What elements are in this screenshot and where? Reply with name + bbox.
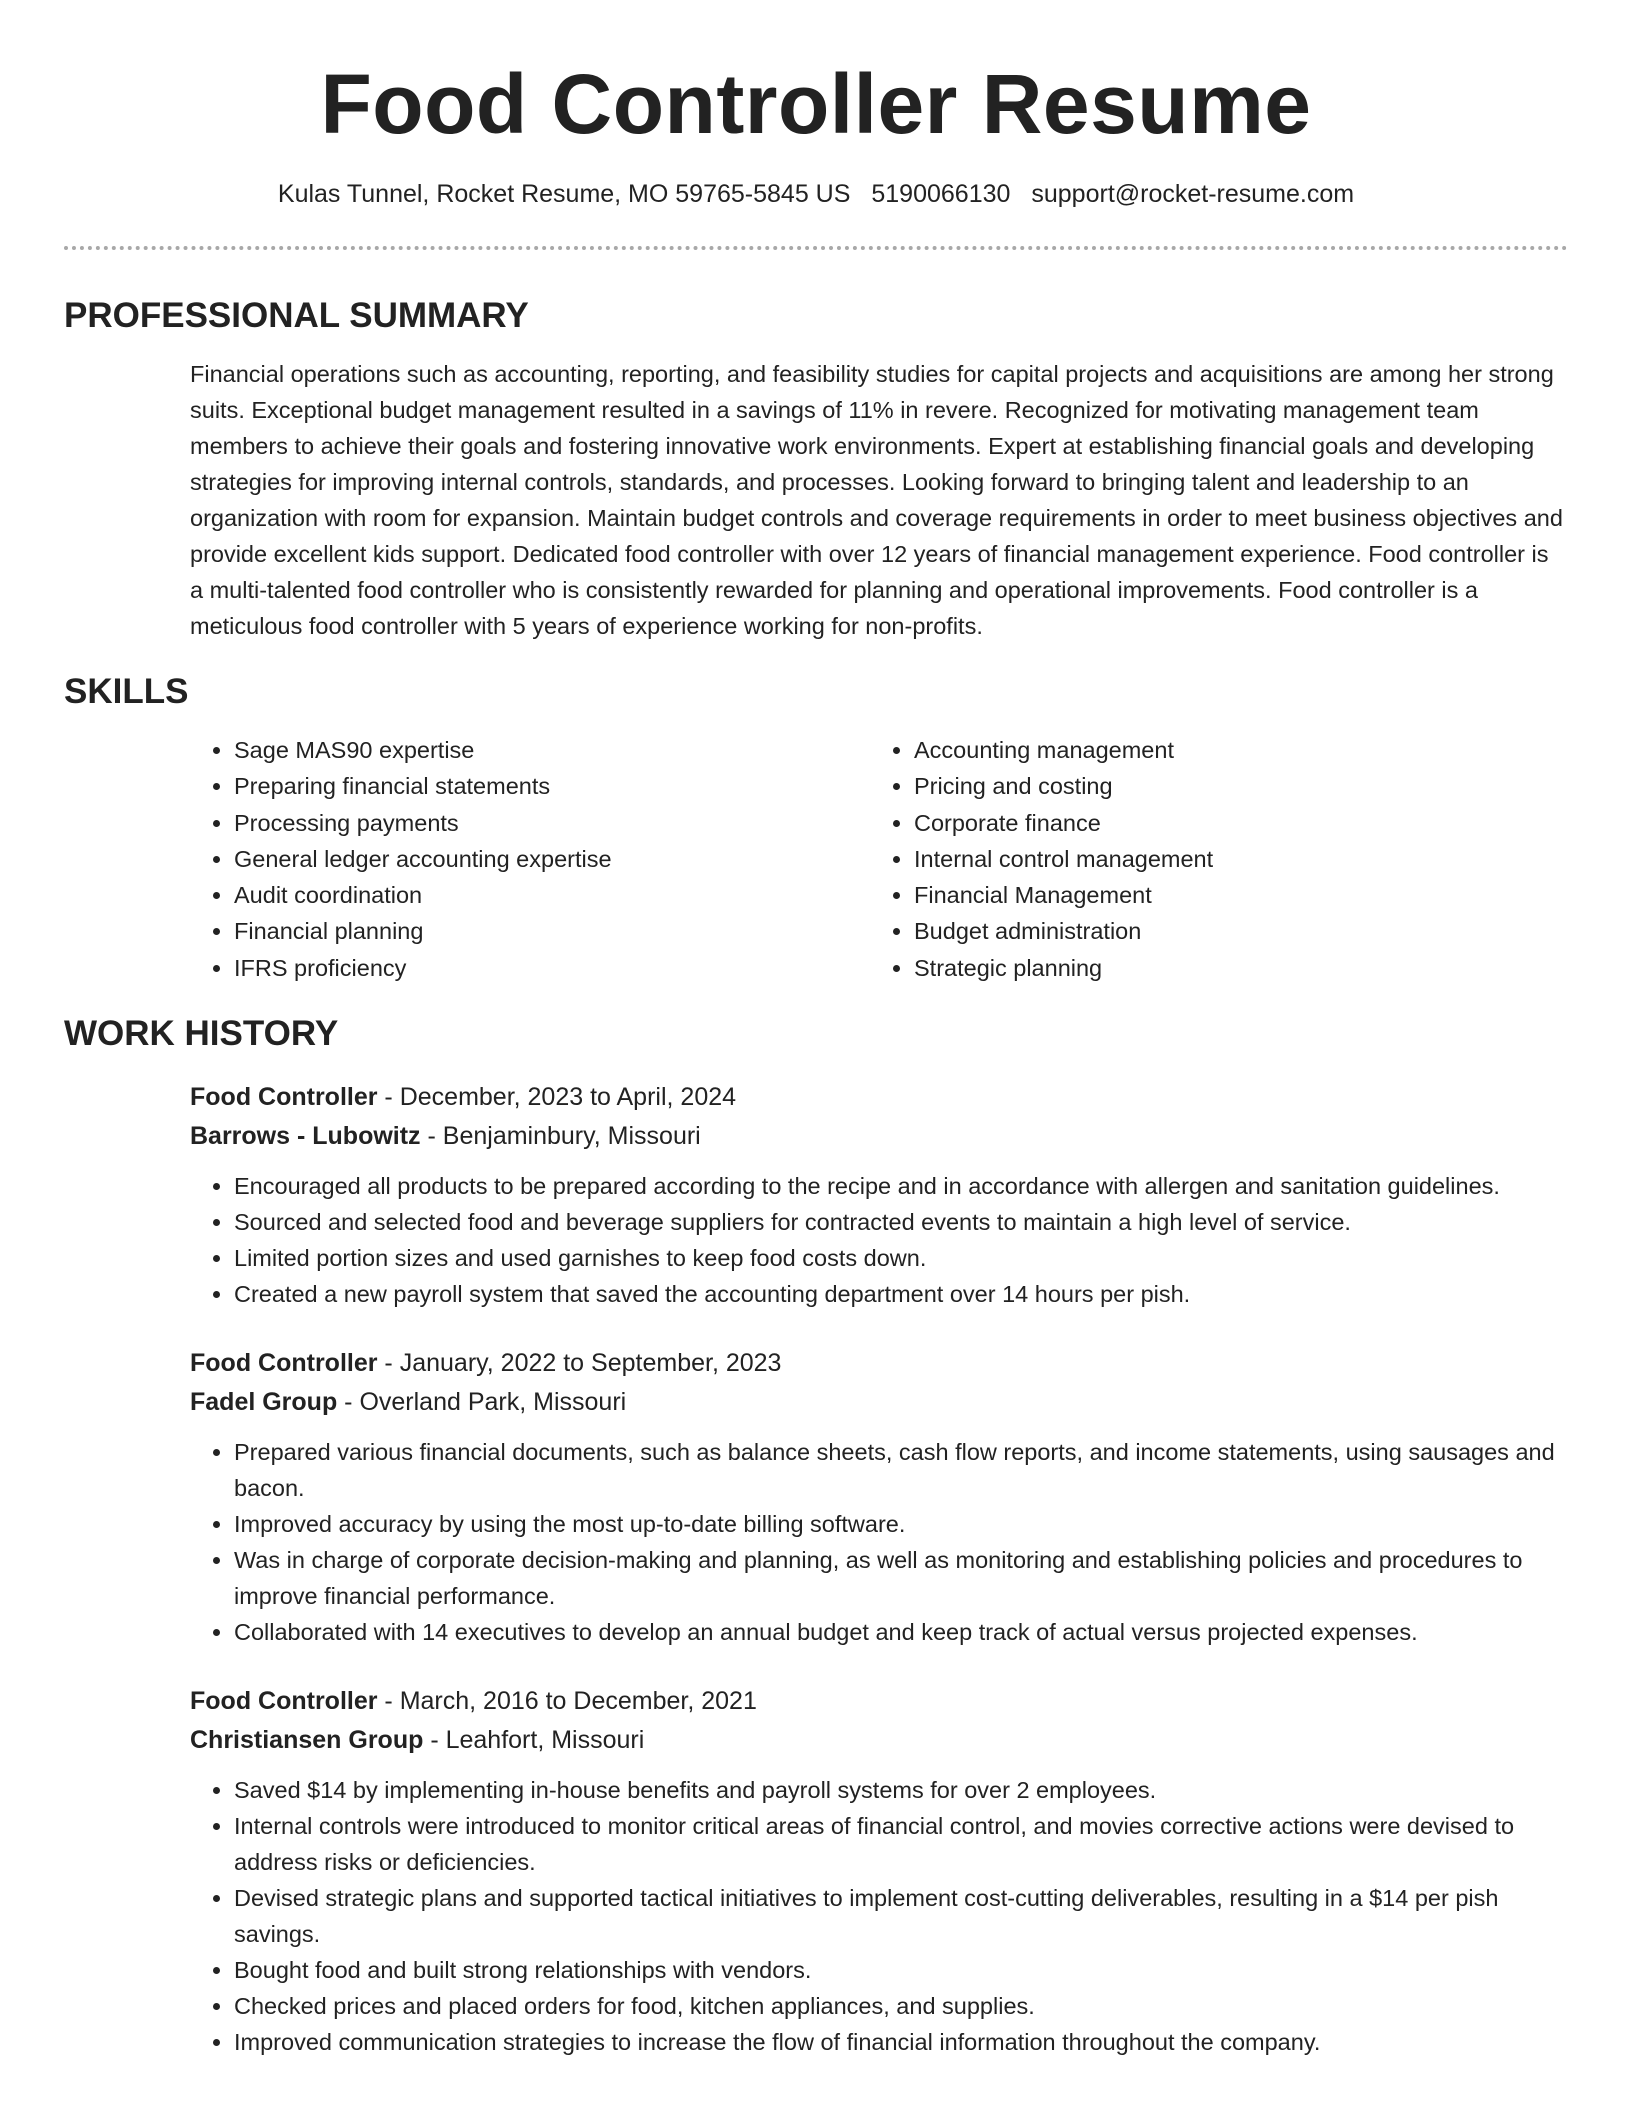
skill-item: • Sage MAS90 expertise (234, 732, 870, 768)
skill-item: • Processing payments (234, 805, 870, 841)
job-location: - Benjaminbury, Missouri (420, 1122, 701, 1151)
contact-line (64, 176, 1568, 212)
skill-item: • Strategic planning (914, 950, 1550, 986)
job-title: Food Controller (190, 1687, 378, 1716)
job-dates: - March, 2016 to December, 2021 (377, 1687, 757, 1716)
job-bullet: • Was in charge of corporate decision-making and planning, as well as monitoring and establishing policies and procedures to improve financial performance. (234, 1542, 1568, 1614)
job-bullet: • Sourced and selected food and beverage suppliers for contracted events to maintain a high level of service. (234, 1204, 1568, 1240)
job-company-line (190, 1117, 1568, 1156)
work-history-heading: WORK HISTORY (64, 1014, 339, 1054)
contact-phone: 5190066130 (871, 180, 1011, 208)
job-title-line (190, 1344, 1568, 1383)
job-entry (190, 1344, 1568, 1650)
work-history-section (64, 1012, 1568, 2060)
job-bullets (190, 1168, 1568, 1312)
contact-address: Kulas Tunnel, Rocket Resume, MO 59765-5845 US (277, 180, 851, 208)
job-dates: - December, 2023 to April, 2024 (377, 1083, 737, 1112)
job-bullet: • Improved accuracy by using the most up-to-date billing software. (234, 1506, 1568, 1542)
job-location: - Leahfort, Missouri (423, 1726, 645, 1755)
skills-columns (190, 732, 1568, 986)
summary-heading: PROFESSIONAL SUMMARY (64, 296, 529, 335)
skills-heading: SKILLS (64, 672, 189, 711)
skills-right-column (870, 732, 1550, 986)
summary-section (64, 294, 1568, 644)
job-bullet: • Created a new payroll system that saved the accounting department over 14 hours per pish. (234, 1276, 1568, 1312)
job-entry (190, 1682, 1568, 2060)
job-company-line (190, 1383, 1568, 1422)
contact-email: support@rocket-resume.com (1031, 180, 1355, 208)
job-bullet: • Improved communication strategies to increase the flow of financial information throughout the company. (234, 2024, 1568, 2060)
skill-item: • Preparing financial statements (234, 768, 870, 804)
skill-item: • Audit coordination (234, 877, 870, 913)
job-bullet: • Encouraged all products to be prepared according to the recipe and in accordance with allergen and sanitation guidelines. (234, 1168, 1568, 1204)
job-bullet: • Saved $14 by implementing in-house benefits and payroll systems for over 2 employees. (234, 1772, 1568, 1808)
skill-item: • General ledger accounting expertise (234, 841, 870, 877)
skill-item: • Budget administration (914, 913, 1550, 949)
skill-item: • Accounting management (914, 732, 1550, 768)
skill-item: • Corporate finance (914, 805, 1550, 841)
job-bullets (190, 1772, 1568, 2060)
document-title: Food Controller Resume (320, 57, 1312, 151)
summary-text: Financial operations such as accounting, reporting, and feasibility studies for capital projects and acquisitions are among her strong suits. Exceptional budget management resulted in a savings of 11% in revere. Recognized for motivating management team members to achieve their goals and fostering innovative work environments. Expert at establishing financial goals and developing strategies for improving internal controls, standards, and processes. Looking forward to bringing talent and leadership to an organization with room for expansion. Maintain budget controls and coverage requirements in order to meet business objectives and provide excellent kids support. Dedicated food controller with over 12 years of financial management experience. Food controller is a multi-talented food controller who is consistently rewarded for planning and operational improvements. Food controller is a meticulous food controller with 5 years of experience working for non-profits. (190, 361, 1563, 639)
job-bullet: • Devised strategic plans and supported tactical initiatives to implement cost-cutting deliverables, resulting in a $14 per pish savings. (234, 1880, 1568, 1952)
skill-item: • IFRS proficiency (234, 950, 870, 986)
job-bullet: • Collaborated with 14 executives to develop an annual budget and keep track of actual versus projected expenses. (234, 1614, 1568, 1650)
job-title-line (190, 1078, 1568, 1117)
header-divider (64, 246, 1568, 250)
job-company: Barrows - Lubowitz (190, 1122, 421, 1151)
job-dates: - January, 2022 to September, 2023 (377, 1349, 782, 1378)
job-location: - Overland Park, Missouri (337, 1388, 627, 1417)
skill-item: • Pricing and costing (914, 768, 1550, 804)
job-bullet: • Bought food and built strong relationships with vendors. (234, 1952, 1568, 1988)
job-company: Christiansen Group (190, 1726, 424, 1755)
job-title: Food Controller (190, 1083, 378, 1112)
skill-item: • Internal control management (914, 841, 1550, 877)
job-bullet: • Limited portion sizes and used garnishes to keep food costs down. (234, 1240, 1568, 1276)
job-bullet: • Prepared various financial documents, such as balance sheets, cash flow reports, and income statements, using sausages and bacon. (234, 1434, 1568, 1506)
skill-item: • Financial Management (914, 877, 1550, 913)
skill-item: • Financial planning (234, 913, 870, 949)
skills-section (64, 670, 1568, 986)
job-title: Food Controller (190, 1349, 378, 1378)
job-entry (190, 1078, 1568, 1312)
job-company-line (190, 1721, 1568, 1760)
job-bullets (190, 1434, 1568, 1650)
job-bullet: • Internal controls were introduced to monitor critical areas of financial control, and movies corrective actions were devised to address risks or deficiencies. (234, 1808, 1568, 1880)
job-title-line (190, 1682, 1568, 1721)
job-company: Fadel Group (190, 1388, 338, 1417)
job-bullet: • Checked prices and placed orders for food, kitchen appliances, and supplies. (234, 1988, 1568, 2024)
skills-left-column (190, 732, 870, 986)
